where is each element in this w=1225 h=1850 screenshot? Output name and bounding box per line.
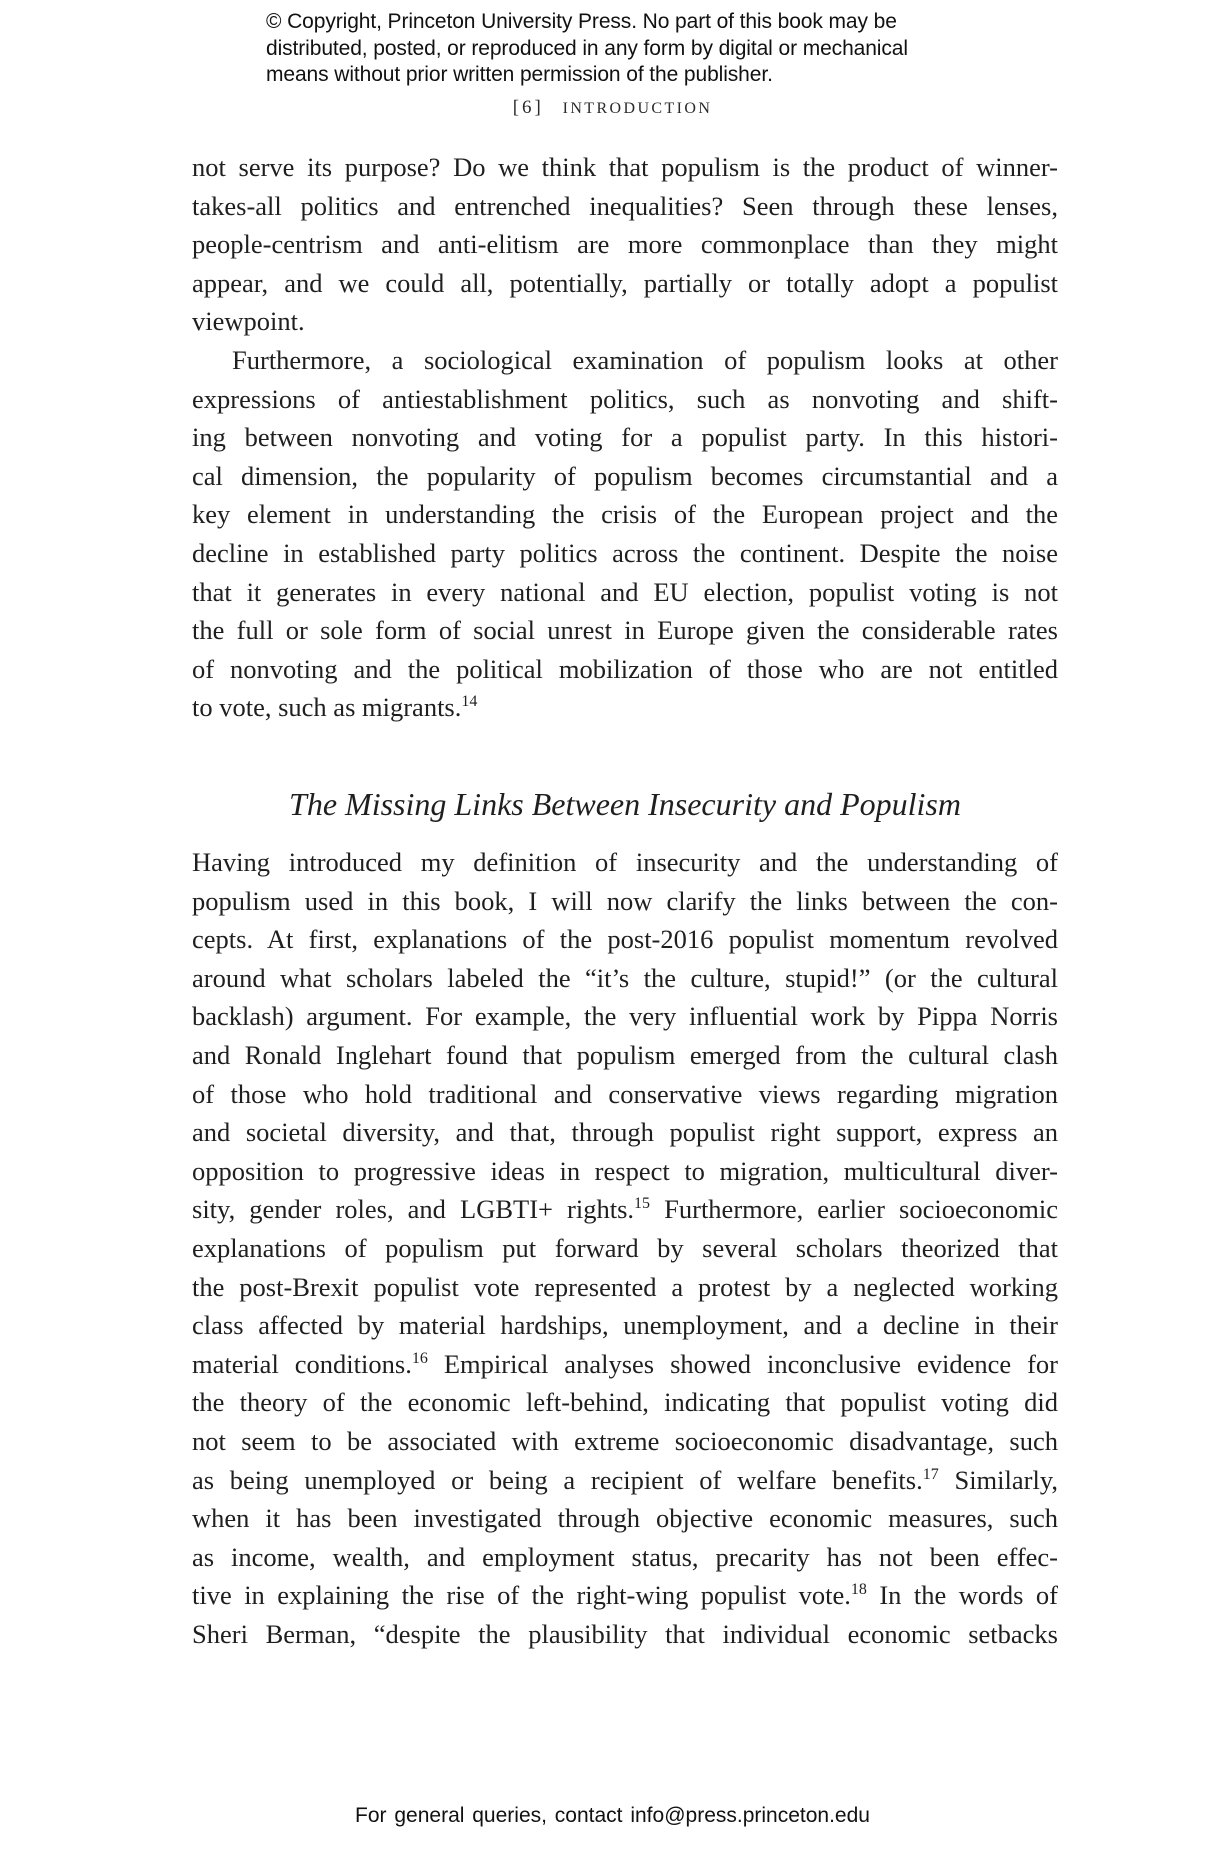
- chapter-title: INTRODUCTION: [562, 100, 713, 117]
- copyright-line: © Copyright, Princeton University Press. No part of this book may be: [266, 10, 897, 33]
- copyright-line: distributed, posted, or reproduced in any form by digital or mechanical: [266, 36, 908, 60]
- text-line: the full or sole form of social unrest in Europe given the considerable rates: [192, 615, 1058, 646]
- text-line: [192, 1461, 1058, 1500]
- text-line: around what scholars labeled the “it’s the culture, stupid!” (or the cultural: [192, 962, 1058, 993]
- text-line: not seem to be associated with extreme socioeconomic disadvantage, such: [192, 1425, 1058, 1456]
- body-text-bottom: [192, 843, 1058, 1653]
- text-line: [192, 1345, 1058, 1384]
- text-line: ing between nonvoting and voting for a populist party. In this histori-: [192, 422, 1058, 453]
- text-line: cepts. At first, explanations of the post-2016 populist momentum revolved: [192, 924, 1058, 955]
- text-line: of nonvoting and the political mobilization of those who are not entitled: [192, 653, 1058, 684]
- footnote-marker[interactable]: 17: [922, 1465, 939, 1483]
- text-line: class affected by material hardships, unemployment, and a decline in their: [192, 1310, 1058, 1341]
- text-fragment: material conditions.: [192, 1348, 412, 1379]
- text-fragment: tive in explaining the rise of the right-wing populist vote.: [192, 1580, 851, 1611]
- text-line: viewpoint.: [192, 306, 305, 337]
- text-line: decline in established party politics across the continent. Despite the noise: [192, 537, 1058, 568]
- paragraph-1: [192, 148, 1058, 341]
- text-fragment: as being unemployed or being a recipient of welfare benefits.: [192, 1464, 923, 1495]
- text-line: backlash) argument. For example, the very influential work by Pippa Norris: [192, 1001, 1058, 1032]
- text-fragment: Empirical analyses showed inconclusive evidence for: [427, 1348, 1058, 1379]
- text-line: Furthermore, a sociological examination of populism looks at other: [232, 344, 1058, 375]
- text-line: appear, and we could all, potentially, partially or totally adopt a populist: [192, 267, 1058, 298]
- page-number: [6]: [512, 97, 544, 118]
- text-fragment: to vote, such as migrants.: [192, 692, 462, 723]
- text-line: [192, 1576, 1058, 1615]
- text-line: as income, wealth, and employment status, precarity has not been effec-: [192, 1541, 1058, 1572]
- paragraph-2: [192, 341, 1058, 727]
- text-line: the theory of the economic left-behind, indicating that populist voting did: [192, 1387, 1058, 1418]
- footnote-marker[interactable]: 15: [634, 1195, 651, 1213]
- body-text-top: [192, 148, 1058, 727]
- text-line: that it generates in every national and EU election, populist voting is not: [192, 576, 1058, 607]
- text-line: Having introduced my definition of insecurity and the understanding of: [192, 847, 1058, 877]
- text-line: and societal diversity, and that, through populist right support, express an: [192, 1117, 1058, 1148]
- text-fragment: Similarly,: [938, 1464, 1058, 1495]
- paragraph-3: [192, 843, 1058, 1653]
- text-fragment: Furthermore, earlier socioeconomic: [650, 1194, 1058, 1225]
- text-line: the post-Brexit populist vote represented a protest by a neglected working: [192, 1271, 1058, 1302]
- footer-contact: For general queries, contact info@press.princeton.edu: [355, 1804, 870, 1827]
- text-line: cal dimension, the popularity of populism becomes circumstantial and a: [192, 460, 1058, 491]
- text-fragment: sity, gender roles, and LGBTI+ rights.: [192, 1194, 635, 1225]
- text-fragment: In the words of: [866, 1580, 1058, 1611]
- copyright-line: means without prior written permission of the publisher.: [266, 63, 773, 86]
- text-line: when it has been investigated through objective economic measures, such: [192, 1503, 1058, 1534]
- section-heading: The Missing Links Between Insecurity and Populism: [289, 786, 961, 822]
- text-line: not serve its purpose? Do we think that populism is the product of winner-: [192, 152, 1058, 182]
- text-line: takes-all politics and entrenched inequalities? Seen through these lenses,: [192, 190, 1058, 221]
- text-line: of those who hold traditional and conservative views regarding migration: [192, 1078, 1058, 1109]
- text-line: explanations of populism put forward by several scholars theorized that: [192, 1232, 1058, 1263]
- text-line: [192, 1190, 1058, 1229]
- footnote-marker[interactable]: 18: [850, 1581, 867, 1599]
- footnote-marker[interactable]: 16: [411, 1349, 428, 1367]
- text-line: [192, 688, 1058, 727]
- text-line: people-centrism and anti-elitism are more commonplace than they might: [192, 229, 1058, 260]
- text-line: populism used in this book, I will now clarify the links between the con-: [192, 885, 1058, 916]
- text-line: Sheri Berman, “despite the plausibility that individual economic setbacks: [192, 1618, 1058, 1649]
- text-line: expressions of antiestablishment politics, such as nonvoting and shift-: [192, 383, 1058, 414]
- text-line: opposition to progressive ideas in respect to migration, multicultural diver-: [192, 1155, 1058, 1186]
- text-line: key element in understanding the crisis of the European project and the: [192, 499, 1058, 530]
- copyright-notice: [266, 9, 1026, 89]
- footnote-marker[interactable]: 14: [461, 693, 478, 711]
- text-line: and Ronald Inglehart found that populism emerged from the cultural clash: [192, 1039, 1058, 1070]
- running-head: [0, 96, 1225, 121]
